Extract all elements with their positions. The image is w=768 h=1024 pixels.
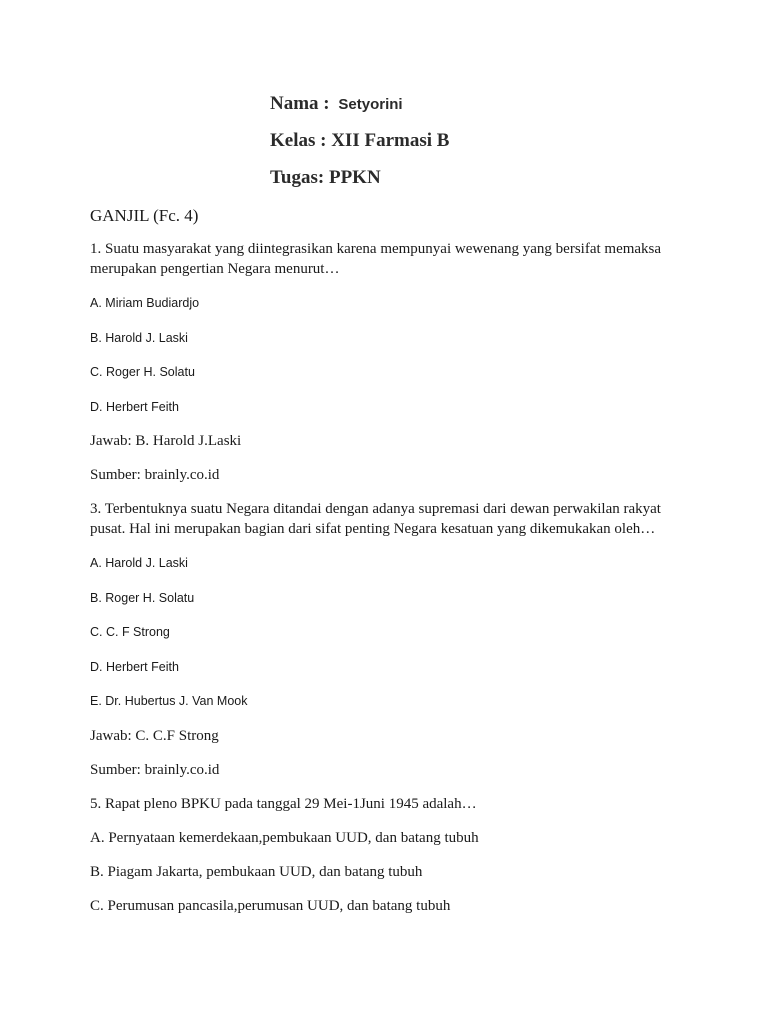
name-value: Setyorini — [338, 96, 403, 113]
class-line: Kelas : XII Farmasi B — [270, 130, 450, 151]
question-3-answer: Jawab: C. C.F Strong — [90, 727, 219, 744]
question-5-option-a: A. Pernyataan kemerdekaan,pembukaan UUD, dan batang tubuh — [90, 829, 479, 846]
question-1-line-1: 1. Suatu masyarakat yang diintegrasikan karena mempunyai wewenang yang bersifat memaksa — [90, 241, 662, 257]
question-1-text — [90, 239, 690, 279]
question-3-option-b: B. Roger H. Solatu — [90, 590, 195, 605]
name-line — [270, 92, 449, 129]
question-3-source: Sumber: brainly.co.id — [90, 761, 220, 778]
question-3-text — [90, 499, 690, 539]
question-3-option-c: C. C. F Strong — [90, 625, 170, 639]
question-1-option-d: D. Herbert Feith — [90, 399, 179, 414]
task-line: Tugas: PPKN — [270, 167, 381, 188]
question-3-option-d: D. Herbert Feith — [90, 659, 179, 674]
question-5-option-c: C. Perumusan pancasila,perumusan UUD, dan batang tubuh — [90, 897, 451, 914]
question-1-option-b: B. Harold J. Laski — [90, 330, 188, 345]
document-content — [90, 205, 690, 930]
question-1-option-c: C. Roger H. Solatu — [90, 365, 195, 379]
question-3-line-1: 3. Terbentuknya suatu Negara ditandai dengan adanya supremasi dari dewan perwakilan rakyat — [90, 501, 661, 517]
question-5-option-b: B. Piagam Jakarta, pembukaan UUD, dan batang tubuh — [90, 863, 423, 880]
section-title: GANJIL (Fc. 4) — [90, 206, 199, 225]
question-1-answer: Jawab: B. Harold J.Laski — [90, 433, 242, 449]
name-label: Nama : — [270, 93, 330, 114]
question-1-line-2: merupakan pengertian Negara menurut… — [90, 261, 340, 277]
question-5-text: 5. Rapat pleno BPKU pada tanggal 29 Mei-1Juni 1945 adalah… — [90, 795, 477, 812]
document-header — [270, 92, 449, 203]
question-3-option-e: E. Dr. Hubertus J. Van Mook — [90, 694, 248, 708]
question-1-source: Sumber: brainly.co.id — [90, 467, 220, 483]
question-3-option-a: A. Harold J. Laski — [90, 556, 188, 570]
question-1-option-a: A. Miriam Budiardjo — [90, 296, 200, 310]
question-3-line-2: pusat. Hal ini merupakan bagian dari sifat penting Negara kesatuan yang dikemukakan oleh… — [90, 521, 656, 537]
